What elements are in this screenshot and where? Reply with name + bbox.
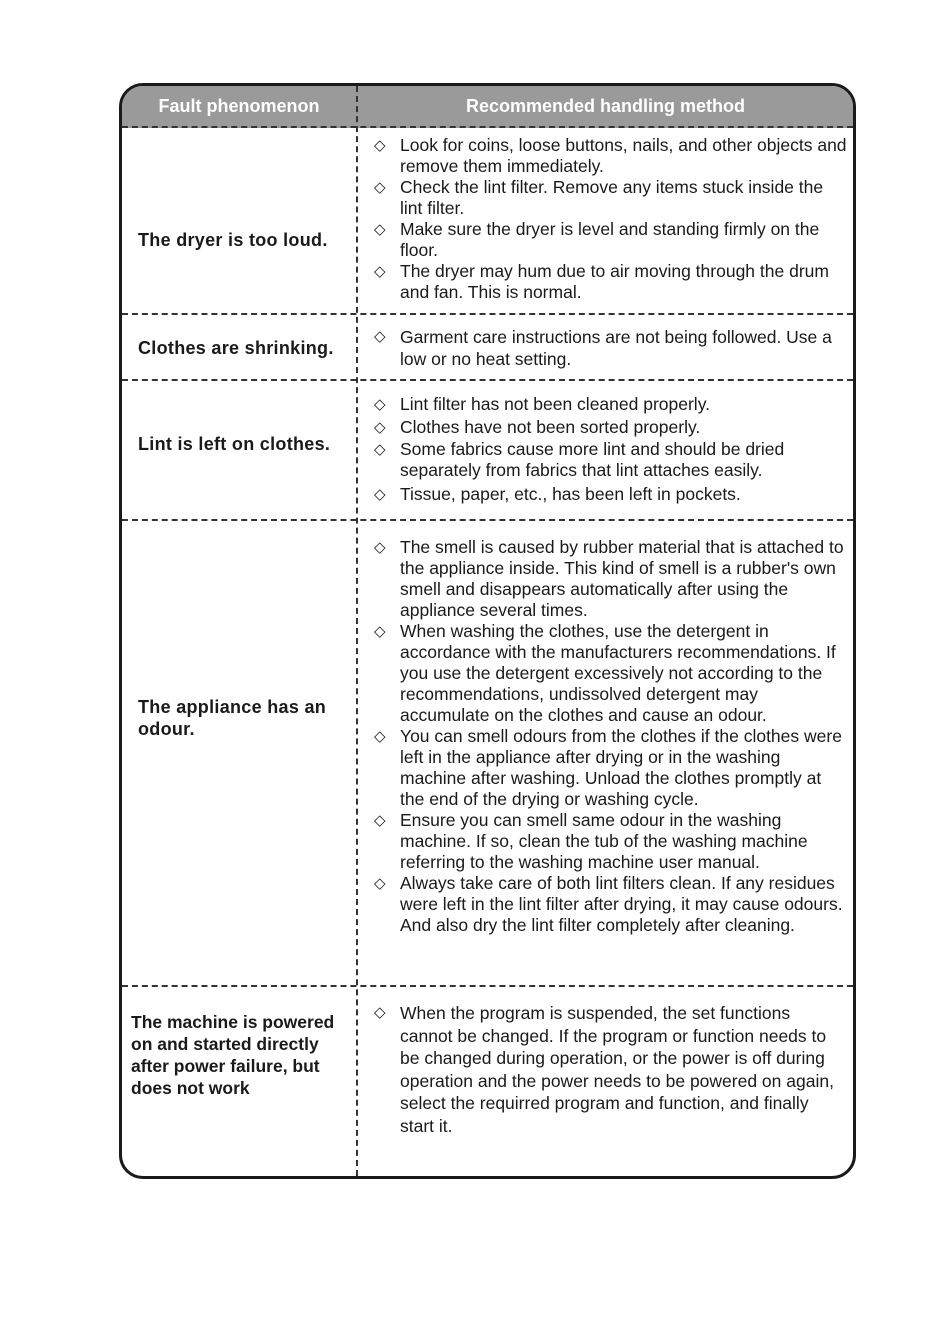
method-text: Garment care instructions are not being followed. Use a low or no heat setting. <box>400 327 832 369</box>
method-item <box>374 1002 847 1137</box>
method-text: Ensure you can smell same odour in the washing machine. If so, clean the tub of the washing machine referring to the washing machine user manual. <box>400 810 808 872</box>
diamond-bullet-icon: ◇ <box>374 136 386 154</box>
method-text: Some fabrics cause more lint and should be dried separately from fabrics that lint attaches easily. <box>400 439 785 480</box>
method-item <box>374 326 847 370</box>
method-text: The dryer may hum due to air moving through the drum and fan. This is normal. <box>400 261 829 302</box>
diamond-bullet-icon: ◇ <box>374 538 386 556</box>
table-header <box>122 86 853 128</box>
diamond-bullet-icon: ◇ <box>374 727 386 745</box>
method-list <box>374 394 847 505</box>
method-list <box>374 135 847 303</box>
method-item <box>374 135 847 177</box>
method-item <box>374 177 847 219</box>
method-text: Clothes have not been sorted properly. <box>400 417 701 437</box>
method-item <box>374 621 847 726</box>
method-text: The smell is caused by rubber material that is attached to the appliance inside. This kind of smell is a rubber's own smell and disappears automatically after using the appliance several times. <box>400 537 844 620</box>
method-item <box>374 873 847 936</box>
table-row <box>122 987 853 1176</box>
method-text: Make sure the dryer is level and standing firmly on the floor. <box>400 219 820 260</box>
troubleshooting-table <box>119 83 856 1179</box>
diamond-bullet-icon: ◇ <box>374 811 386 829</box>
method-item <box>374 219 847 261</box>
table-row <box>122 381 853 521</box>
method-item <box>374 394 847 415</box>
method-item <box>374 810 847 873</box>
method-item <box>374 439 847 481</box>
column-divider <box>356 86 358 1176</box>
method-item <box>374 417 847 438</box>
method-text: Check the lint filter. Remove any items stuck inside the lint filter. <box>400 177 824 218</box>
table-row <box>122 315 853 381</box>
method-text: Tissue, paper, etc., has been left in pockets. <box>400 484 741 504</box>
diamond-bullet-icon: ◇ <box>374 440 386 458</box>
table-row <box>122 521 853 987</box>
method-text: Look for coins, loose buttons, nails, and other objects and remove them immediately. <box>400 135 847 176</box>
diamond-bullet-icon: ◇ <box>374 262 386 280</box>
method-text: Always take care of both lint filters clean. If any residues were left in the lint filter after drying, it may cause odours. And also dry the lint filter completely after cleaning. <box>400 873 843 935</box>
method-item <box>374 537 847 621</box>
diamond-bullet-icon: ◇ <box>374 178 386 196</box>
fault-label: The dryer is too loud. <box>138 230 328 250</box>
method-list <box>374 537 847 936</box>
diamond-bullet-icon: ◇ <box>374 485 386 503</box>
method-text: Lint filter has not been cleaned properly. <box>400 394 711 414</box>
diamond-bullet-icon: ◇ <box>374 220 386 238</box>
header-fault-phenomenon: Fault phenomenon <box>158 96 320 116</box>
fault-label: The machine is powered on and started directly after power failure, but does not work <box>131 1012 335 1098</box>
method-text: When the program is suspended, the set functions cannot be changed. If the program or function needs to be changed during operation, or the power is off during operation and the power needs to be powered on again, select the requirred program and function, and finally start it. <box>400 1003 834 1136</box>
diamond-bullet-icon: ◇ <box>374 622 386 640</box>
diamond-bullet-icon: ◇ <box>374 327 386 345</box>
diamond-bullet-icon: ◇ <box>374 1003 386 1021</box>
method-text: You can smell odours from the clothes if the clothes were left in the appliance after drying or in the washing machine after washing. Unload the clothes promptly at the end of the drying or washing cycle. <box>400 726 842 809</box>
method-item <box>374 484 847 505</box>
diamond-bullet-icon: ◇ <box>374 395 386 413</box>
fault-label: Clothes are shrinking. <box>138 338 334 358</box>
method-item <box>374 726 847 810</box>
table-row <box>122 128 853 315</box>
fault-label: Lint is left on clothes. <box>138 434 331 454</box>
header-recommended-method: Recommended handling method <box>465 96 746 116</box>
method-list <box>374 326 847 370</box>
method-text: When washing the clothes, use the detergent in accordance with the manufacturers recommendations. If you use the detergent excessively not according to the recommendations, undissolved detergent may accumulate on the clothes and cause an odour. <box>400 621 836 725</box>
diamond-bullet-icon: ◇ <box>374 418 386 436</box>
fault-label: The appliance has an odour. <box>138 697 327 739</box>
diamond-bullet-icon: ◇ <box>374 874 386 892</box>
method-list <box>374 1002 847 1137</box>
method-item <box>374 261 847 303</box>
